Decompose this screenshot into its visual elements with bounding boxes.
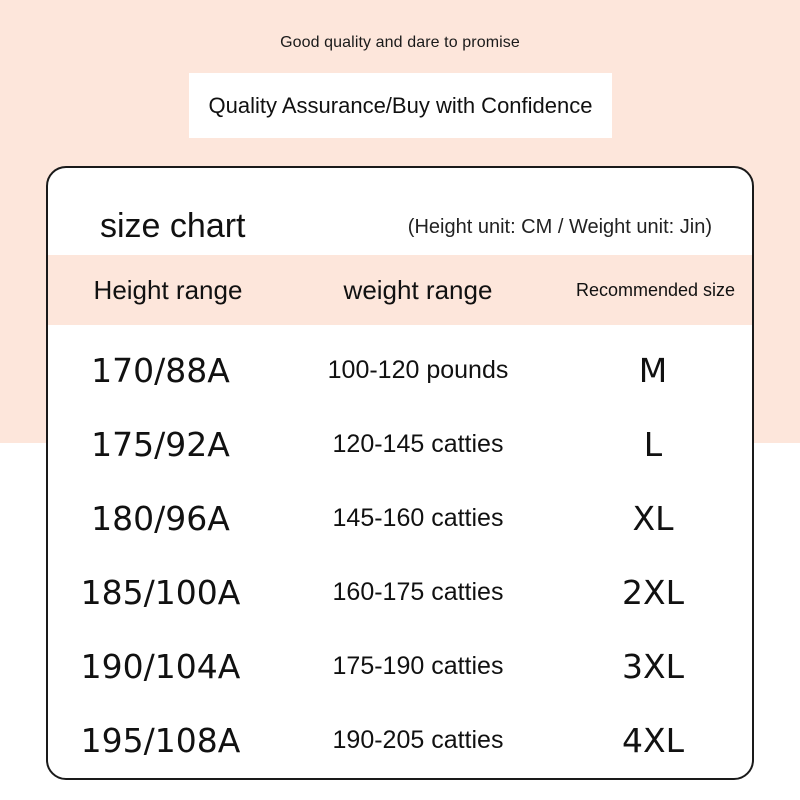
table-header bbox=[48, 255, 752, 325]
size-cell: 4XL bbox=[622, 720, 684, 760]
height-cell: 195/108A bbox=[80, 720, 241, 760]
size-chart-card bbox=[46, 166, 754, 780]
weight-cell: 100-120 pounds bbox=[327, 355, 509, 384]
column-header-size: Recommended size bbox=[575, 279, 736, 300]
height-cell: 170/88A bbox=[91, 350, 230, 390]
weight-cell: 145-160 catties bbox=[332, 503, 504, 532]
table-row bbox=[48, 703, 752, 777]
height-cell: 180/96A bbox=[91, 498, 230, 538]
chart-title: size chart bbox=[100, 207, 246, 245]
column-header-weight: weight range bbox=[343, 274, 493, 305]
weight-cell: 175-190 catties bbox=[332, 651, 504, 680]
weight-cell: 190-205 catties bbox=[332, 725, 504, 754]
tagline: Good quality and dare to promise bbox=[280, 34, 520, 51]
unit-note: (Height unit: CM / Weight unit: Jin) bbox=[407, 216, 712, 238]
size-cell: 2XL bbox=[622, 572, 684, 612]
assurance-text: Quality Assurance/Buy with Confidence bbox=[208, 92, 593, 118]
size-cell: L bbox=[643, 424, 663, 464]
column-header-height: Height range bbox=[93, 274, 243, 305]
table-row bbox=[48, 407, 752, 481]
size-cell: 3XL bbox=[622, 646, 684, 686]
size-cell: M bbox=[638, 350, 668, 390]
table-row bbox=[48, 333, 752, 407]
table-row bbox=[48, 629, 752, 703]
height-cell: 175/92A bbox=[91, 424, 230, 464]
height-cell: 190/104A bbox=[80, 646, 241, 686]
table-row bbox=[48, 555, 752, 629]
size-cell: XL bbox=[632, 498, 674, 538]
weight-cell: 120-145 catties bbox=[332, 429, 504, 458]
table-row bbox=[48, 481, 752, 555]
weight-cell: 160-175 catties bbox=[332, 577, 504, 606]
height-cell: 185/100A bbox=[80, 572, 241, 612]
assurance-banner bbox=[189, 73, 612, 138]
